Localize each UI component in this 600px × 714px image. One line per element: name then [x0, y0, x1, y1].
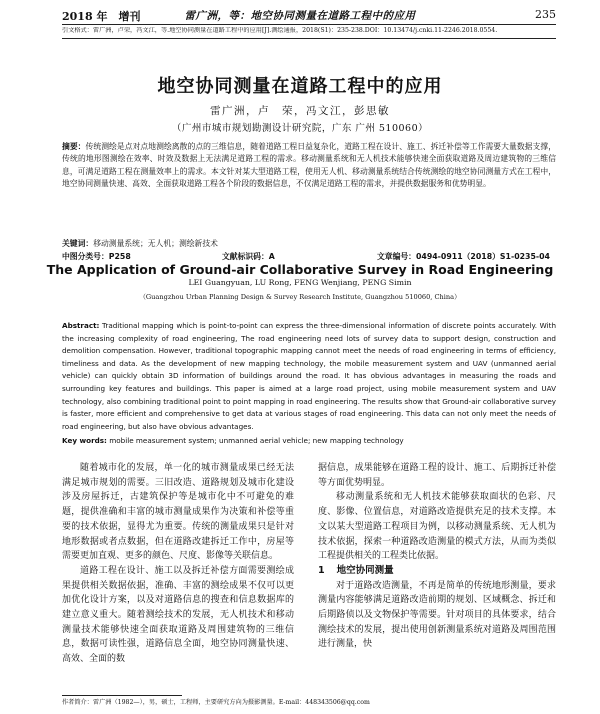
article-number: 文章编号：0494-0911（2018）S1-0235-04: [377, 252, 550, 261]
author-footnote: 作者简介：雷广洲（1982—），男，硕士，工程师，主要研究方向为摄影测量。E-mail：448343506@qq.com: [62, 699, 370, 706]
header-rule: [62, 24, 556, 25]
clc-number: 中图分类号：P258: [62, 252, 131, 261]
authors-chinese: 雷广洲，卢 荣，冯文江，彭思敏: [210, 105, 390, 117]
document-code: 文献标识码：A: [222, 252, 275, 261]
section-heading: [318, 564, 556, 579]
body-left-column: [62, 461, 294, 667]
citation-line: 引文格式：雷广洲，卢荣，冯文江，等.地空协同测量在道路工程中的应用[J].测绘通报，2018(S1)：235-238.DOI：10.13474/j.cnki.11-2246.2018.0554.: [62, 27, 498, 34]
keywords-chinese: [62, 238, 556, 249]
body-paragraph: 据信息，成果能够在道路工程的设计、施工、后期拆迁补偿等方面优势明显。: [318, 463, 556, 488]
keywords-label-cn: 关键词：: [62, 239, 94, 248]
body-right-column: [318, 461, 556, 652]
keywords-text-en: mobile measurement system; unmanned aerial vehicle; new mapping technology: [109, 436, 404, 445]
keywords-label-en: Key words:: [62, 436, 107, 445]
title-chinese: 地空协同测量在道路工程中的应用: [157, 76, 443, 97]
citation-rule: [62, 38, 556, 39]
abstract-chinese: [62, 141, 556, 190]
body-paragraph: 移动测量系统和无人机技术能够获取面状的色彩、尺度、影像、位置信息，对道路改造提供充足的技术支撑。本文以某大型道路工程项目为例，以移动测量系统、无人机为技术依据，探索一种道路改造测量的模式方法，从而为类似工程提供相关的工程类比依据。: [318, 492, 556, 562]
body-paragraph: 道路工程在设计、施工以及拆迁补偿方面需要测绘成果提供相关数据依据，准确、丰富的测绘成果不仅可以更加优化设计方案，以及对道路信息的搜查和信息数据库的建立意义重大。随着测绘技术的发展，无人机技术和移动测量技术能够快速全面获取道路及周围建筑物的三维信息，数据可读性强，道路信息全面，地空协同测量快速、高效、全面的数: [62, 565, 294, 665]
abstract-label-cn: 摘要：: [62, 142, 86, 151]
keywords-english: [62, 436, 556, 445]
abstract-text-en: Traditional mapping which is point-to-point can express the three-dimensional information of discrete points accurately. With the increasing complexity of road engineering, The road engineering need lots of survey data to support design, construction and demolition compensation. However, traditional topographic mapping cannot meet the needs of road engineering in terms of efficiency, timeliness and data. As the development of new mapping technology, the mobile measurement system and UAV (unmanned aerial vehicle) can quickly obtain 3D information of buildings around the road. It has obvious advantages in measuring the roads and surrounding key features and buildings. This paper is aimed at a large road project, using mobile measurement system and UAV technology, also combining traditional point to point mapping in road engineering. The results show that Ground-air collaborative survey is faster, more efficient and comprehensive to get data at various stages of road engineering. This data can not only meet the needs of road engineering, but also have obvious advantages.: [62, 321, 557, 431]
section-number: 1: [318, 564, 325, 576]
keywords-text-cn: 移动测量系统；无人机；测绘新技术: [93, 239, 218, 248]
body-paragraph: 对于道路改造测量，不再是简单的传统地形测量，要求测量内容能够满足道路改造前期的规划、区域概念、拆迁和后期路侦以及文物保护等需要。针对项目的具体要求，结合测绘技术的发展，提出使用创新测量系统对道路及周围范围进行测量，快: [318, 580, 556, 650]
abstract-label-en: Abstract:: [62, 321, 100, 330]
section-title: 地空协同测量: [336, 564, 394, 576]
header-year-issue: 2018 年 增刊: [62, 10, 141, 23]
authors-english: LEI Guangyuan, LU Rong, FENG Wenjiang, PENG Simin: [188, 278, 412, 287]
body-paragraph: 随着城市化的发展，单一化的城市测量成果已经无法满足城市规划的需要。三旧改造、道路规划及城市化建设涉及房屋拆迁，古建筑保护等是城市化中不可避免的难题，提供准确和丰富的城市测量成果作为决策和补偿等重要的技术依据，显得尤为重要。传统的测量成果只是针对地形数据或者点数据，但在道路改建拆迁工作中，房屋等需要更加直观、更多的颜色、尺度、影像等关联信息。: [62, 463, 294, 562]
affiliation-chinese: （广州市城市规划勘测设计研究院，广东 广州 510060）: [171, 123, 429, 134]
title-english: The Application of Ground-air Collaborative Survey in Road Engineering: [46, 262, 554, 277]
page-number: 235: [535, 8, 556, 21]
abstract-english: [62, 320, 556, 433]
abstract-text-cn: 传统测绘是点对点地测绘离散的点的三维信息，随着道路工程日益复杂化，道路工程在设计、施工、拆迁补偿等工作需要大量数据支撑，传统的地形图测绘在效率、时效及数据上无法满足道路工程的需求。移动测量系统和无人机技术能够快速全面获取道路及周边建筑物的三维信息，可满足道路工程在测量效率上的需求。本文针对某大型道路工程，使用无人机、移动测量系统结合传统测绘的地空协同测量方式在工程中，地空协同测量快速、高效、全面获取道路工程各个阶段的数据信息，不仅满足道路工程的需求，并提供数据服务和优势明显。: [62, 142, 556, 188]
footnote-rule: [62, 695, 182, 696]
affiliation-english: （Guangzhou Urban Planning Design & Survey Research Institute, Guangzhou 510060, China）: [139, 293, 461, 301]
running-title: 雷广洲，等：地空协同测量在道路工程中的应用: [184, 10, 416, 22]
